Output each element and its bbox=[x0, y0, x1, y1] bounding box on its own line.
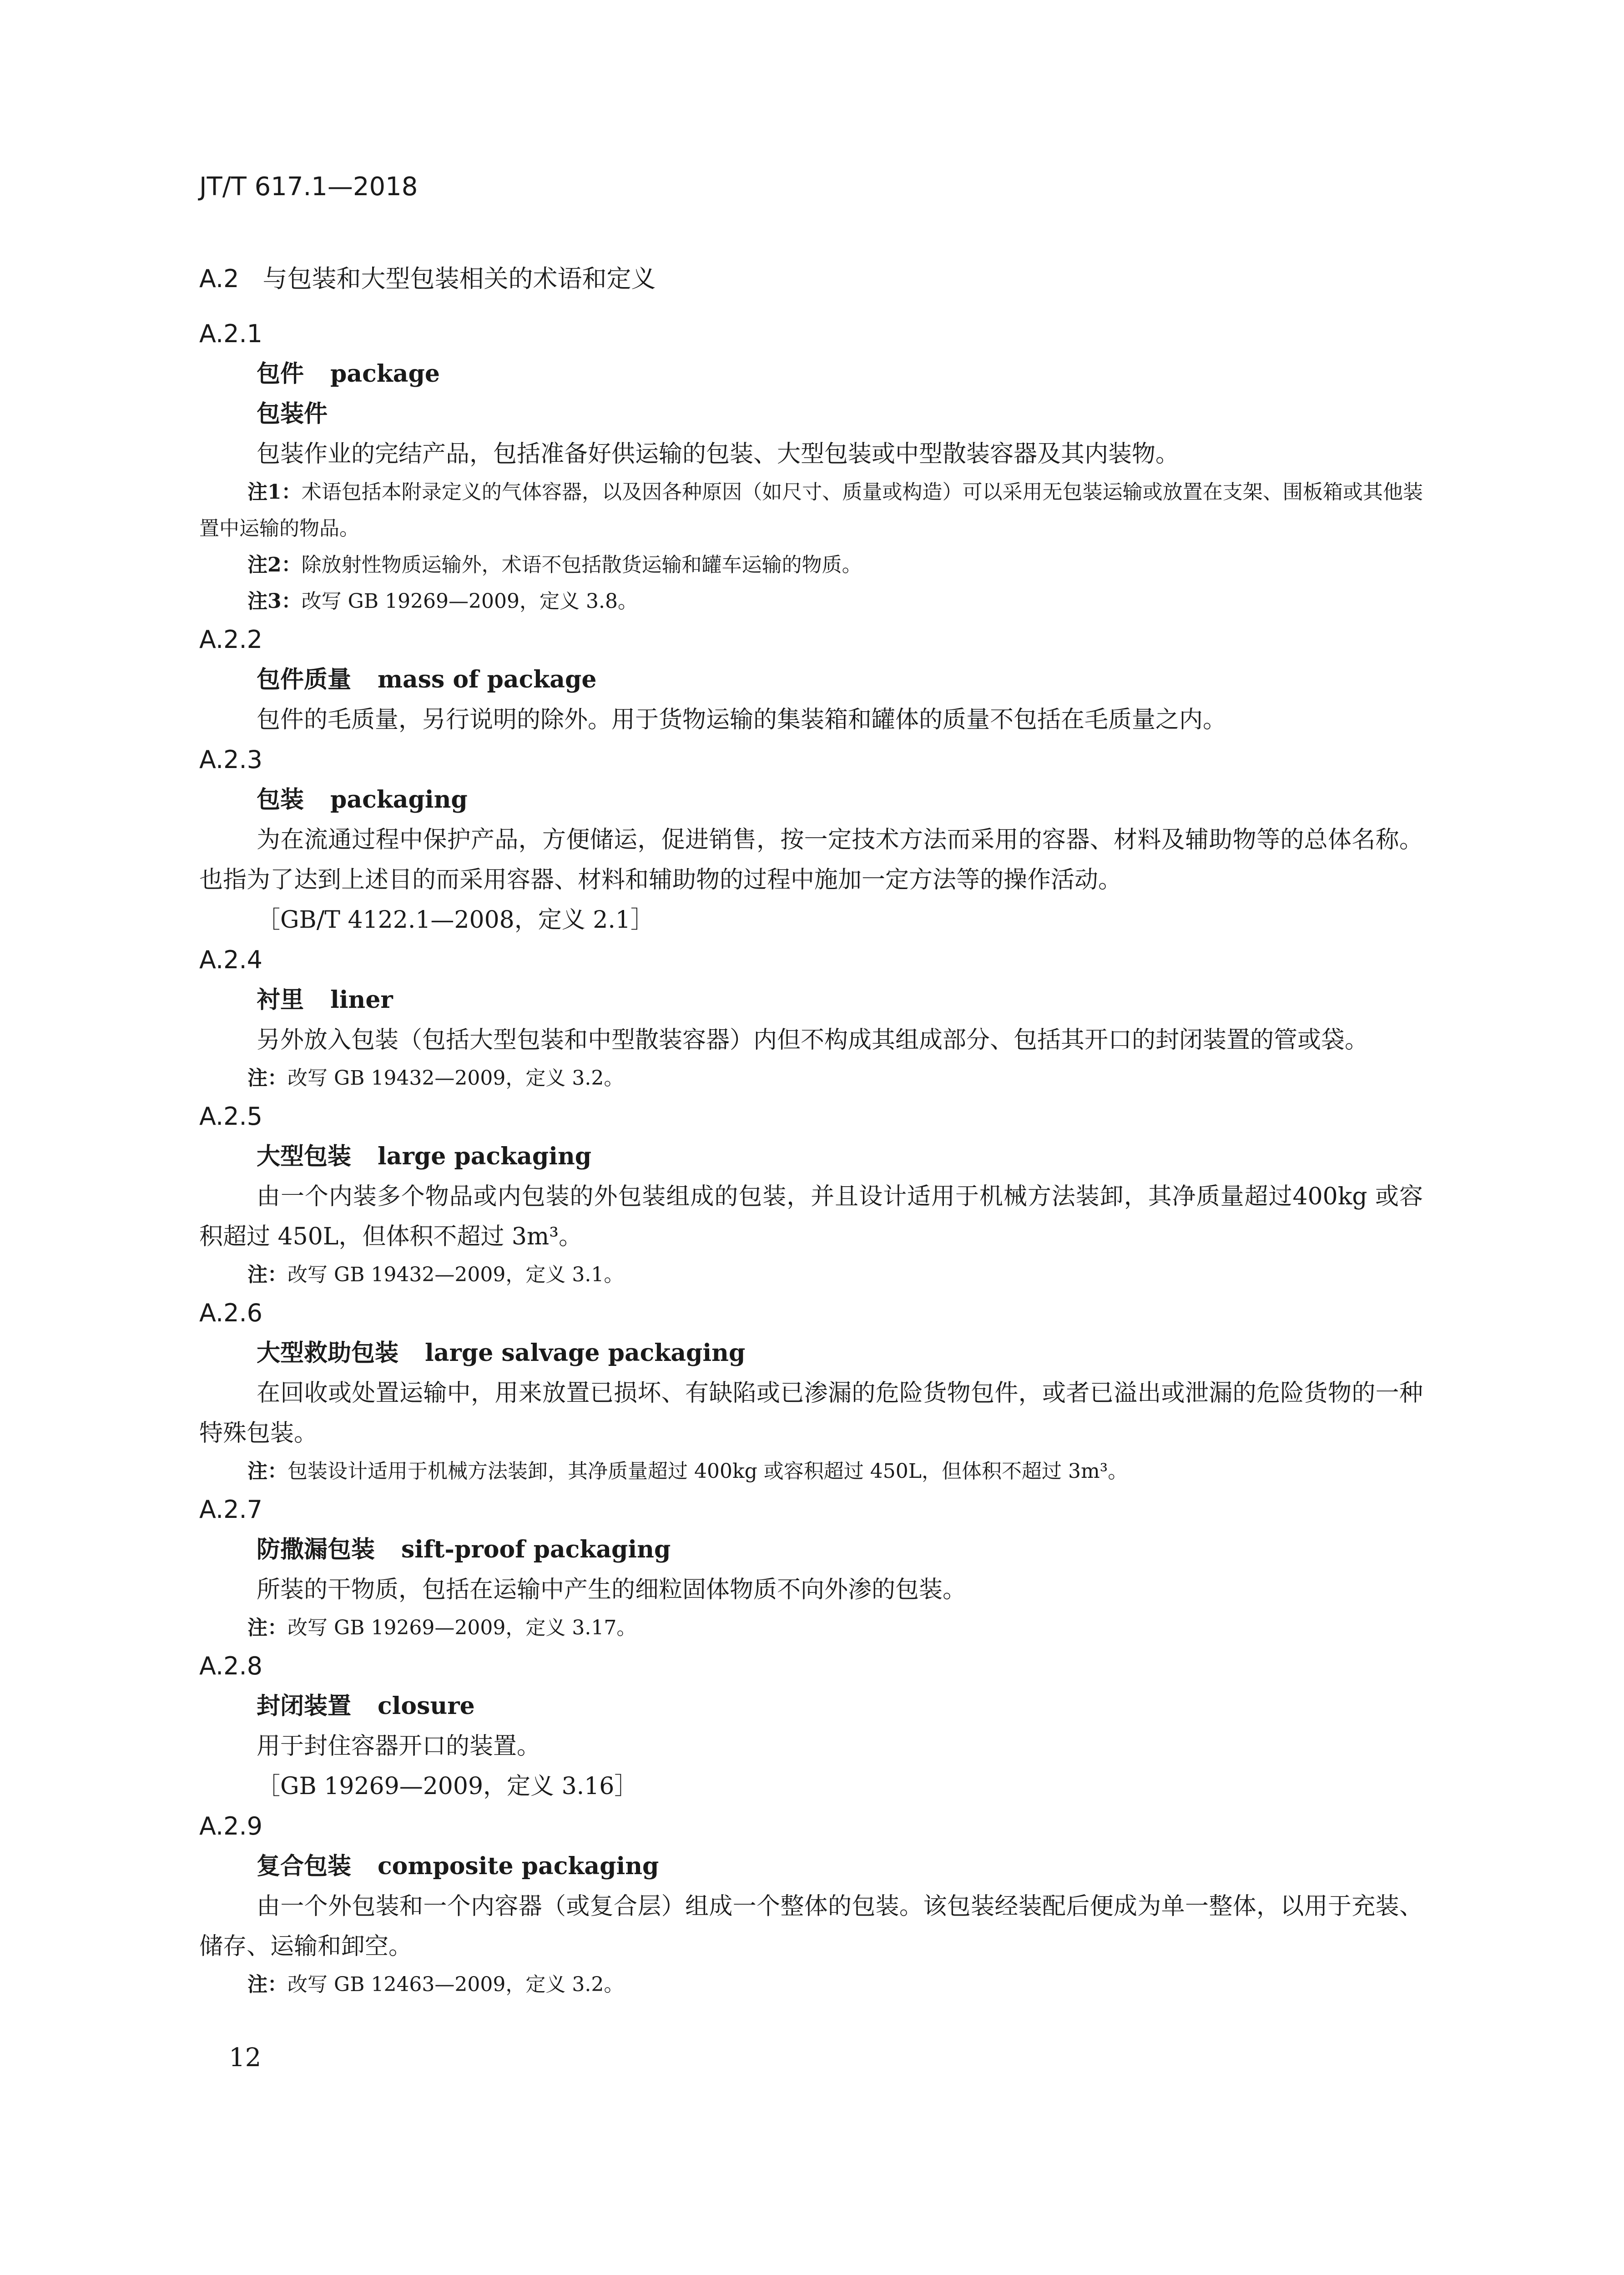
term-heading bbox=[199, 1530, 1423, 1570]
note-label: 注： bbox=[247, 1067, 287, 1090]
note-text: 改写 GB 19432—2009，定义 3.2。 bbox=[287, 1067, 624, 1090]
term-en: packaging bbox=[330, 786, 468, 814]
term-zh: 大型救助包装 bbox=[257, 1339, 399, 1367]
term-en: package bbox=[330, 360, 440, 388]
note-label: 注2： bbox=[247, 553, 302, 576]
note bbox=[199, 547, 1423, 583]
term-zh: 封闭装置 bbox=[257, 1692, 352, 1720]
definition: 由一个内装多个物品或内包装的外包装组成的包装，并且设计适用于机械方法装卸，其净质量超过400kg 或容积超过 450L，但体积不超过 3m³。 bbox=[199, 1183, 1423, 1250]
note-text: 术语包括本附录定义的气体容器，以及因各种原因（如尺寸、质量或构造）可以采用无包装运输或放置在支架、围板箱或其他装置中运输的物品。 bbox=[199, 480, 1423, 540]
definition: 所装的干物质，包括在运输中产生的细粒固体物质不向外渗的包装。 bbox=[257, 1576, 967, 1603]
note-label: 注： bbox=[247, 1460, 287, 1483]
definition: 包件的毛质量，另行说明的除外。用于货物运输的集装箱和罐体的质量不包括在毛质量之内。 bbox=[257, 706, 1227, 733]
term-entries bbox=[199, 314, 1423, 2003]
term-zh: 包装 bbox=[257, 786, 304, 814]
term-entry bbox=[199, 1646, 1423, 1806]
term-heading bbox=[199, 780, 1423, 820]
definition: 用于封住容器开口的装置。 bbox=[257, 1733, 541, 1760]
term-zh: 大型包装 bbox=[257, 1143, 352, 1170]
section-title: 与包装和大型包装相关的术语和定义 bbox=[262, 264, 656, 293]
term-zh: 复合包装 bbox=[257, 1852, 352, 1880]
term-entry bbox=[199, 1097, 1423, 1293]
entry-number: A.2.7 bbox=[199, 1495, 263, 1524]
definition: 在回收或处置运输中，用来放置已损坏、有缺陷或已渗漏的危险货物包件，或者已溢出或泄漏的危险货物的一种特殊包装。 bbox=[199, 1380, 1423, 1447]
entry-number: A.2.3 bbox=[199, 745, 263, 774]
source-reference: ［GB/T 4122.1—2008，定义 2.1］ bbox=[257, 906, 654, 934]
term-heading bbox=[199, 1137, 1423, 1177]
entry-number: A.2.9 bbox=[199, 1812, 263, 1840]
term-heading bbox=[199, 660, 1423, 700]
alt-term: 包装件 bbox=[257, 400, 328, 428]
note bbox=[199, 474, 1423, 547]
term-entry bbox=[199, 1293, 1423, 1490]
note-text: 改写 GB 19432—2009，定义 3.1。 bbox=[287, 1263, 624, 1286]
page-number: 12 bbox=[229, 2043, 262, 2073]
term-en: large packaging bbox=[378, 1143, 592, 1170]
section-heading bbox=[199, 259, 656, 294]
note bbox=[199, 1610, 1423, 1646]
note-text: 改写 GB 19269—2009，定义 3.8。 bbox=[301, 590, 638, 613]
entry-number: A.2.1 bbox=[199, 319, 263, 348]
section-number: A.2 bbox=[199, 264, 239, 293]
entry-number: A.2.6 bbox=[199, 1299, 263, 1327]
term-en: mass of package bbox=[378, 666, 597, 693]
term-en: sift-proof packaging bbox=[401, 1536, 671, 1563]
term-entry bbox=[199, 940, 1423, 1097]
note-label: 注1： bbox=[247, 480, 302, 504]
note-text: 除放射性物质运输外，术语不包括散货运输和罐车运输的物质。 bbox=[301, 553, 862, 576]
note bbox=[199, 1453, 1423, 1490]
note-text: 包装设计适用于机械方法装卸，其净质量超过 400kg 或容积超过 450L，但体积不超过 3m³。 bbox=[287, 1460, 1128, 1483]
term-heading bbox=[199, 1333, 1423, 1373]
source-reference: ［GB 19269—2009，定义 3.16］ bbox=[257, 1773, 638, 1800]
term-entry bbox=[199, 1490, 1423, 1646]
note bbox=[199, 583, 1423, 620]
standard-code-header: JT/T 617.1—2018 bbox=[199, 172, 418, 202]
note-text: 改写 GB 12463—2009，定义 3.2。 bbox=[287, 1973, 624, 1996]
note-label: 注3： bbox=[247, 590, 302, 613]
term-heading bbox=[199, 1686, 1423, 1726]
note bbox=[199, 1257, 1423, 1293]
term-en: composite packaging bbox=[378, 1852, 659, 1880]
term-en: closure bbox=[378, 1692, 475, 1720]
term-zh: 衬里 bbox=[257, 986, 304, 1014]
note bbox=[199, 1060, 1423, 1097]
term-zh: 包件质量 bbox=[257, 666, 352, 693]
term-heading bbox=[199, 980, 1423, 1020]
term-zh: 包件 bbox=[257, 360, 304, 388]
note-label: 注： bbox=[247, 1263, 287, 1286]
term-heading bbox=[199, 354, 1423, 394]
definition: 由一个外包装和一个内容器（或复合层）组成一个整体的包装。该包装经装配后便成为单一整体，以用于充装、储存、运输和卸空。 bbox=[199, 1893, 1423, 1960]
entry-number: A.2.4 bbox=[199, 945, 263, 974]
term-heading bbox=[199, 1846, 1423, 1886]
note-label: 注： bbox=[247, 1973, 287, 1996]
term-entry bbox=[199, 314, 1423, 620]
term-en: liner bbox=[330, 986, 393, 1014]
term-entry bbox=[199, 620, 1423, 740]
entry-number: A.2.2 bbox=[199, 625, 263, 654]
definition: 包装作业的完结产品，包括准备好供运输的包装、大型包装或中型散装容器及其内装物。 bbox=[257, 440, 1180, 468]
term-entry bbox=[199, 1806, 1423, 2003]
note-text: 改写 GB 19269—2009，定义 3.17。 bbox=[287, 1616, 637, 1639]
term-zh: 防撒漏包装 bbox=[257, 1536, 375, 1563]
definition: 为在流通过程中保护产品，方便储运，促进销售，按一定技术方法而采用的容器、材料及辅助物等的总体名称。也指为了达到上述目的而采用容器、材料和辅助物的过程中施加一定方法等的操作活动。 bbox=[199, 826, 1423, 894]
definition: 另外放入包装（包括大型包装和中型散装容器）内但不构成其组成部分、包括其开口的封闭装置的管或袋。 bbox=[257, 1026, 1369, 1054]
entry-number: A.2.8 bbox=[199, 1652, 263, 1680]
term-en: large salvage packaging bbox=[425, 1339, 746, 1367]
entry-number: A.2.5 bbox=[199, 1102, 263, 1131]
term-entry bbox=[199, 740, 1423, 940]
note bbox=[199, 1967, 1423, 2003]
note-label: 注： bbox=[247, 1616, 287, 1639]
